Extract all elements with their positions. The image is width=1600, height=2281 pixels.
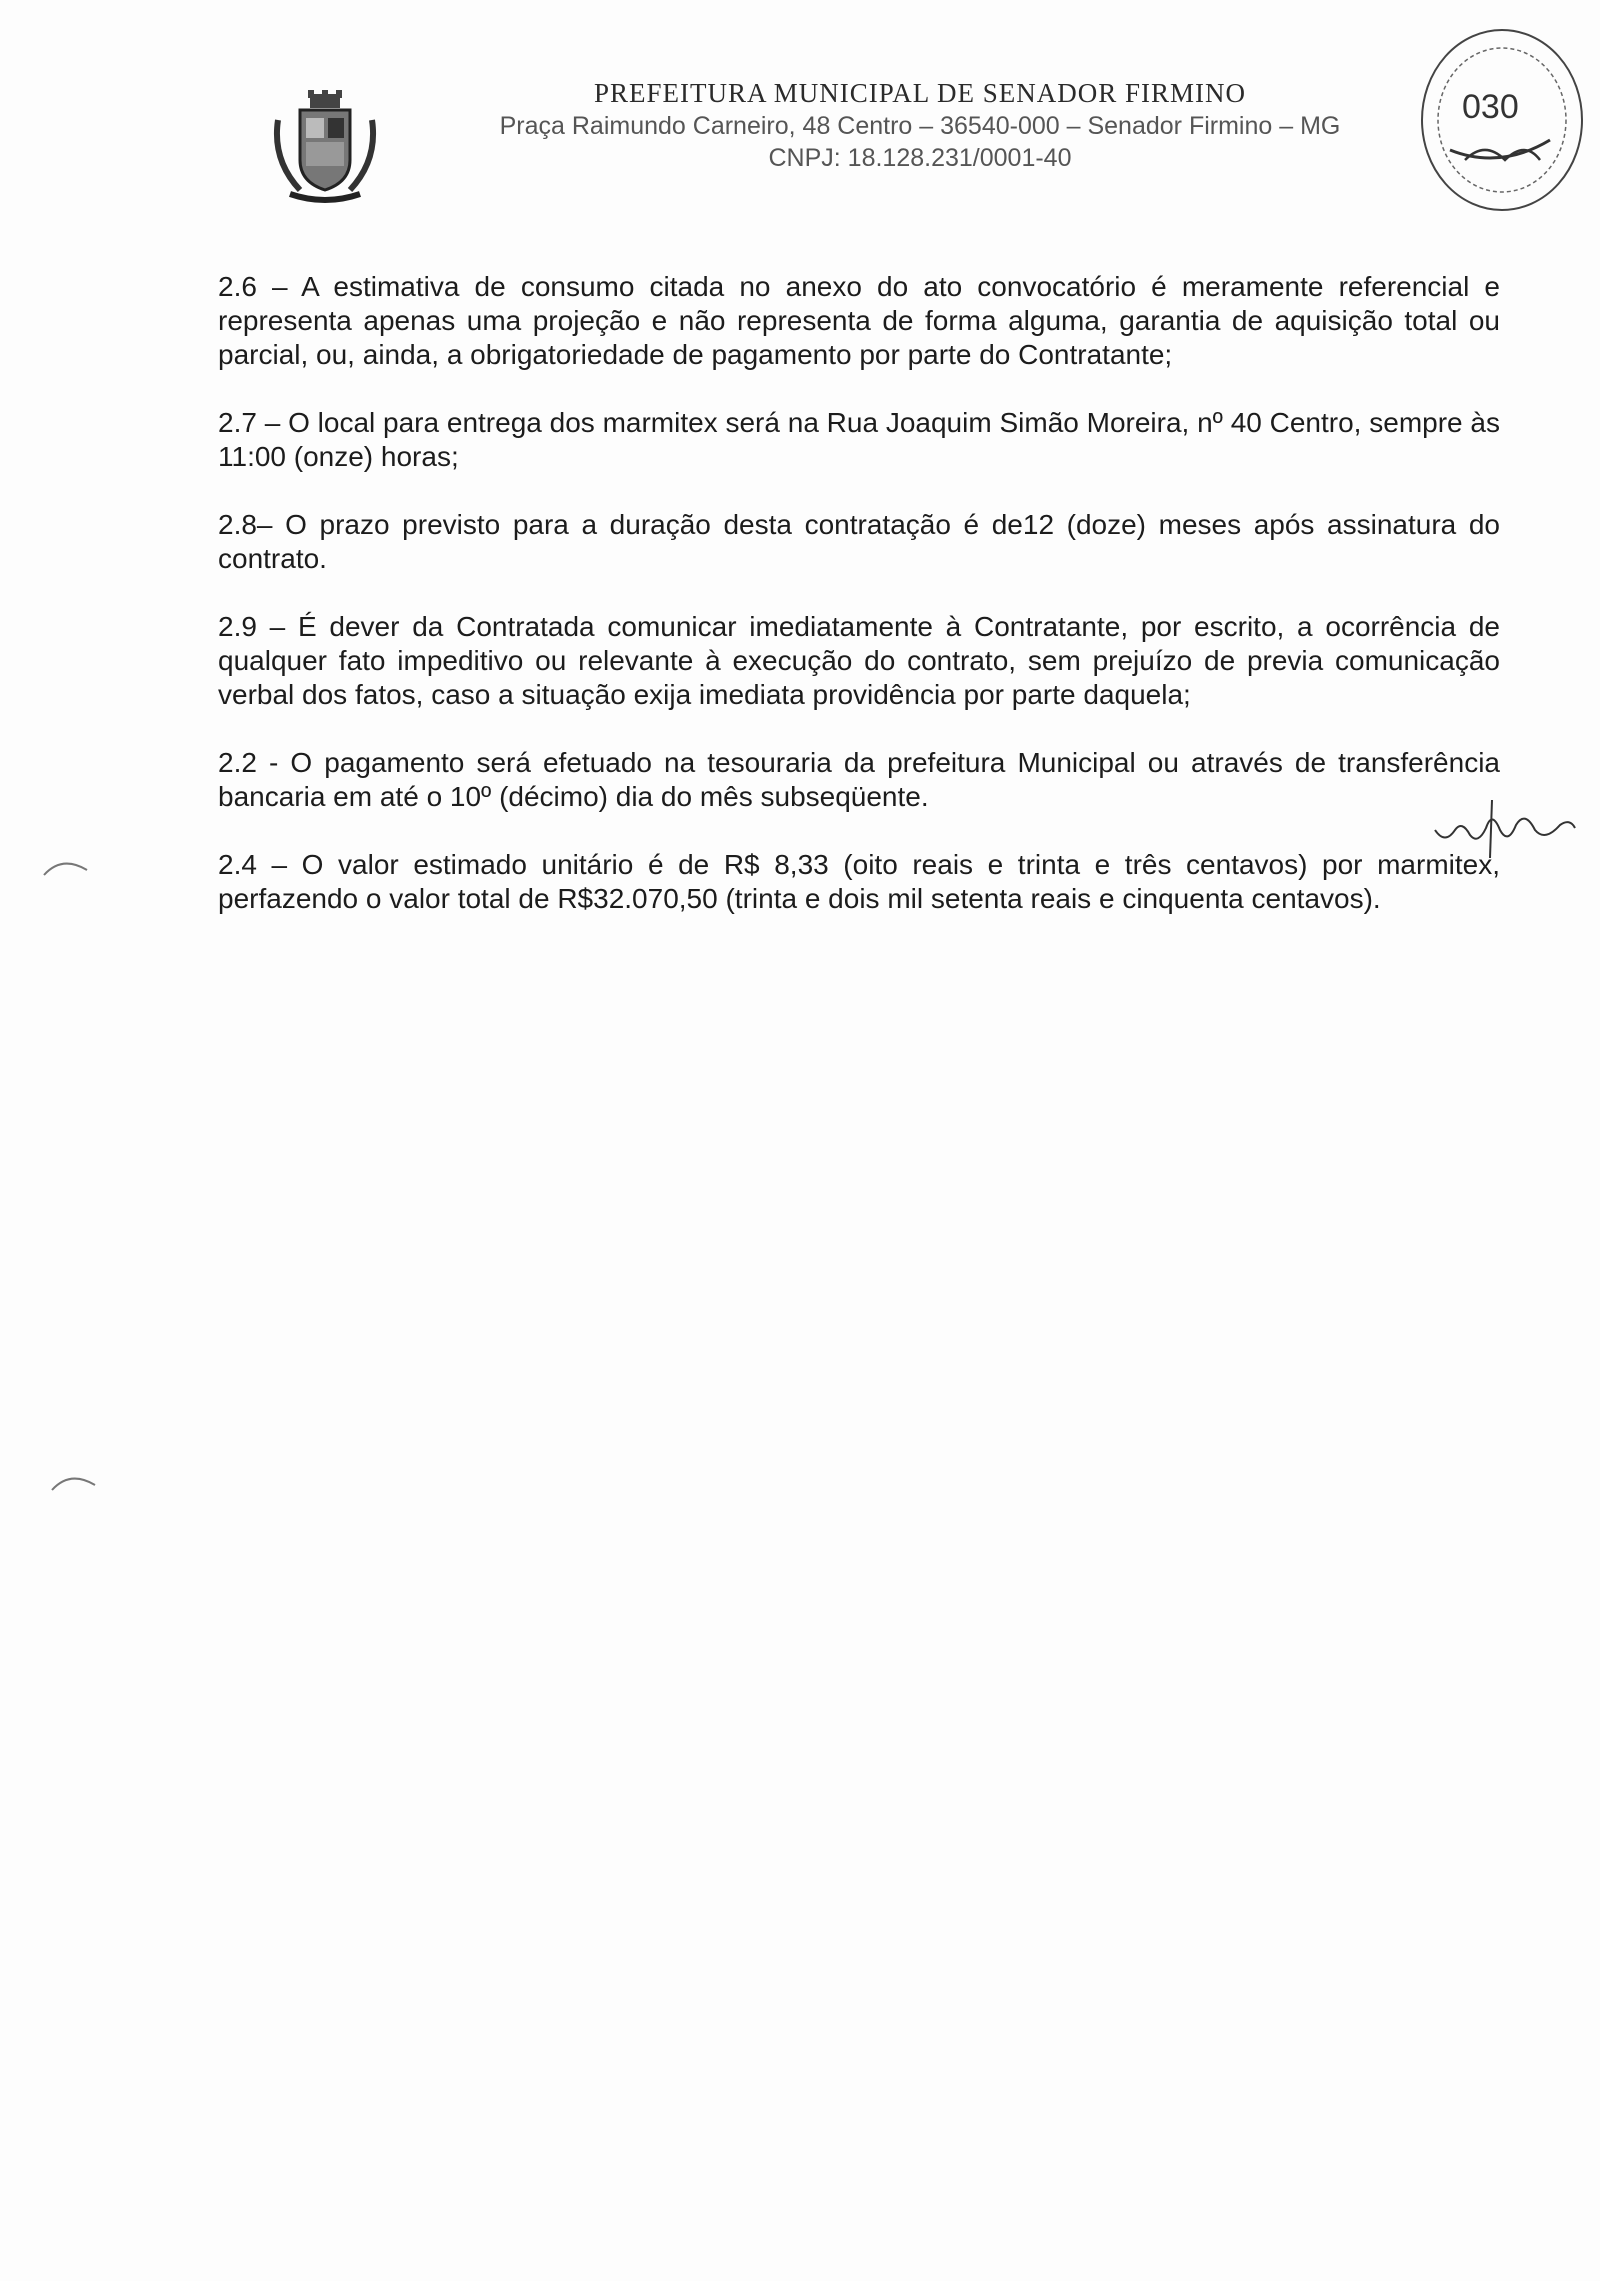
letterhead: [0, 70, 1600, 220]
clause-2-9: 2.9 – É dever da Contratada comunicar imediatamente à Contratante, por escrito, a ocorrência de qualquer fato impeditivo ou relevante à execução do contrato, sem prejuízo de previa comunicação verbal dos fatos, caso a situação exija imediata providência por parte daquela;: [218, 611, 1500, 710]
clause-2-4: 2.4 – O valor estimado unitário é de R$ 8,33 (oito reais e trinta e três centavos) por marmitex, perfazendo o valor total de R$32.070,50 (trinta e dois mil setenta reais e cinquenta centavos).: [218, 849, 1500, 914]
letterhead-text: [420, 76, 1420, 174]
letterhead-cnpj: CNPJ: 18.128.231/0001-40: [768, 144, 1072, 172]
letterhead-address: Praça Raimundo Carneiro, 48 Centro – 36540-000 – Senador Firmino – MG: [499, 112, 1341, 140]
scan-mark: [42, 850, 92, 880]
clause-2-2: 2.2 - O pagamento será efetuado na tesouraria da prefeitura Municipal ou através de transferência bancaria em até o 10º (décimo) dia do mês subseqüente.: [218, 747, 1500, 812]
letterhead-title: PREFEITURA MUNICIPAL DE SENADOR FIRMINO: [593, 78, 1247, 108]
stamp-number: 030: [1462, 88, 1519, 126]
clause-2-8: 2.8– O prazo previsto para a duração desta contratação é de12 (doze) meses após assinatura do contrato.: [218, 509, 1500, 574]
handwritten-rubric: [1430, 790, 1580, 860]
document-body: [218, 270, 1500, 950]
clause-2-7: 2.7 – O local para entrega dos marmitex será na Rua Joaquim Simão Moreira, nº 40 Centro, sempre às 11:00 (onze) horas;: [218, 407, 1500, 472]
municipal-crest-icon: [270, 90, 380, 210]
clause-2-6: 2.6 – A estimativa de consumo citada no anexo do ato convocatório é meramente referencial e representa apenas uma projeção e não representa de forma alguma, garantia de aquisição total ou parcial, ou, ainda, a obrigatoriedade de pagamento por parte do Contratante;: [218, 271, 1500, 370]
scan-mark: [50, 1465, 100, 1495]
